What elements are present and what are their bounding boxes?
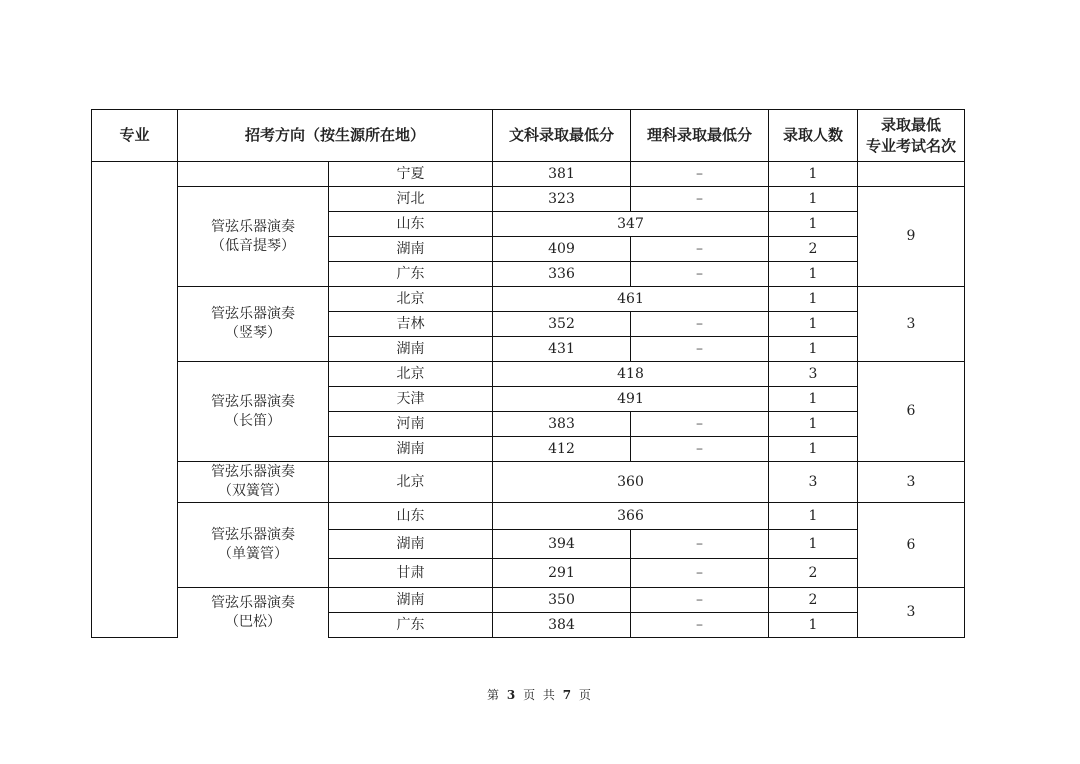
science-score-cell: – [631, 337, 769, 362]
science-score-cell: – [631, 588, 769, 613]
arts-score-cell: 431 [493, 337, 631, 362]
science-score-cell: – [631, 237, 769, 262]
count-cell: 1 [769, 503, 858, 530]
rank-cell-blank [858, 162, 965, 187]
province-cell: 湖南 [329, 337, 493, 362]
province-cell: 河北 [329, 187, 493, 212]
header-science-min: 理科录取最低分 [631, 110, 769, 162]
direction-cell-blank [178, 162, 329, 187]
count-cell: 1 [769, 530, 858, 559]
arts-score-cell: 381 [493, 162, 631, 187]
science-score-cell: – [631, 312, 769, 337]
province-cell: 天津 [329, 387, 493, 412]
count-cell: 2 [769, 588, 858, 613]
province-cell: 山东 [329, 212, 493, 237]
table-row [92, 162, 965, 187]
table-row [92, 462, 965, 503]
province-cell: 湖南 [329, 588, 493, 613]
merged-score-cell: 461 [493, 287, 769, 312]
table-row [92, 287, 965, 312]
count-cell: 3 [769, 362, 858, 387]
province-cell: 湖南 [329, 530, 493, 559]
direction-cell: 管弦乐器演奏 （长笛） [178, 362, 329, 462]
merged-score-cell: 491 [493, 387, 769, 412]
table-row [92, 588, 965, 613]
arts-score-cell: 409 [493, 237, 631, 262]
count-cell: 1 [769, 613, 858, 638]
arts-score-cell: 336 [493, 262, 631, 287]
arts-score-cell: 291 [493, 559, 631, 588]
merged-score-cell: 366 [493, 503, 769, 530]
arts-score-cell: 323 [493, 187, 631, 212]
header-arts-min: 文科录取最低分 [493, 110, 631, 162]
merged-score-cell: 347 [493, 212, 769, 237]
province-cell: 北京 [329, 462, 493, 503]
count-cell: 1 [769, 212, 858, 237]
science-score-cell: – [631, 559, 769, 588]
province-cell: 北京 [329, 362, 493, 387]
count-cell: 1 [769, 187, 858, 212]
count-cell: 1 [769, 262, 858, 287]
direction-cell: 管弦乐器演奏 （低音提琴） [178, 187, 329, 287]
table-header-row [92, 110, 965, 162]
science-score-cell: – [631, 262, 769, 287]
header-count: 录取人数 [769, 110, 858, 162]
count-cell: 1 [769, 337, 858, 362]
table-row [92, 503, 965, 530]
rank-cell: 3 [858, 588, 965, 638]
count-cell: 1 [769, 412, 858, 437]
page-number-footer: 第 3 页 共 7 页 [487, 688, 593, 702]
header-rank: 录取最低 专业考试名次 [858, 110, 965, 162]
province-cell: 广东 [329, 613, 493, 638]
direction-cell: 管弦乐器演奏 （单簧管） [178, 503, 329, 588]
count-cell: 1 [769, 312, 858, 337]
header-direction: 招考方向（按生源所在地） [178, 110, 493, 162]
direction-cell: 管弦乐器演奏 （双簧管） [178, 462, 329, 503]
merged-score-cell: 418 [493, 362, 769, 387]
province-cell: 河南 [329, 412, 493, 437]
science-score-cell: – [631, 613, 769, 638]
rank-cell: 6 [858, 362, 965, 462]
arts-score-cell: 352 [493, 312, 631, 337]
science-score-cell: – [631, 162, 769, 187]
count-cell: 2 [769, 559, 858, 588]
province-cell: 广东 [329, 262, 493, 287]
arts-score-cell: 394 [493, 530, 631, 559]
province-cell: 宁夏 [329, 162, 493, 187]
direction-cell: 管弦乐器演奏 （巴松） [178, 588, 329, 638]
count-cell: 2 [769, 237, 858, 262]
province-cell: 吉林 [329, 312, 493, 337]
count-cell: 3 [769, 462, 858, 503]
science-score-cell: – [631, 412, 769, 437]
arts-score-cell: 384 [493, 613, 631, 638]
table-row [92, 187, 965, 212]
rank-cell: 9 [858, 187, 965, 287]
count-cell: 1 [769, 287, 858, 312]
science-score-cell: – [631, 437, 769, 462]
province-cell: 北京 [329, 287, 493, 312]
count-cell: 1 [769, 162, 858, 187]
count-cell: 1 [769, 387, 858, 412]
rank-cell: 3 [858, 462, 965, 503]
province-cell: 甘肃 [329, 559, 493, 588]
major-cell [92, 162, 178, 638]
merged-score-cell: 360 [493, 462, 769, 503]
rank-cell: 3 [858, 287, 965, 362]
province-cell: 湖南 [329, 437, 493, 462]
arts-score-cell: 350 [493, 588, 631, 613]
province-cell: 山东 [329, 503, 493, 530]
science-score-cell: – [631, 187, 769, 212]
arts-score-cell: 412 [493, 437, 631, 462]
province-cell: 湖南 [329, 237, 493, 262]
arts-score-cell: 383 [493, 412, 631, 437]
admission-score-table [91, 109, 965, 638]
count-cell: 1 [769, 437, 858, 462]
header-major: 专业 [92, 110, 178, 162]
science-score-cell: – [631, 530, 769, 559]
table-row [92, 362, 965, 387]
direction-cell: 管弦乐器演奏 （竖琴） [178, 287, 329, 362]
rank-cell: 6 [858, 503, 965, 588]
